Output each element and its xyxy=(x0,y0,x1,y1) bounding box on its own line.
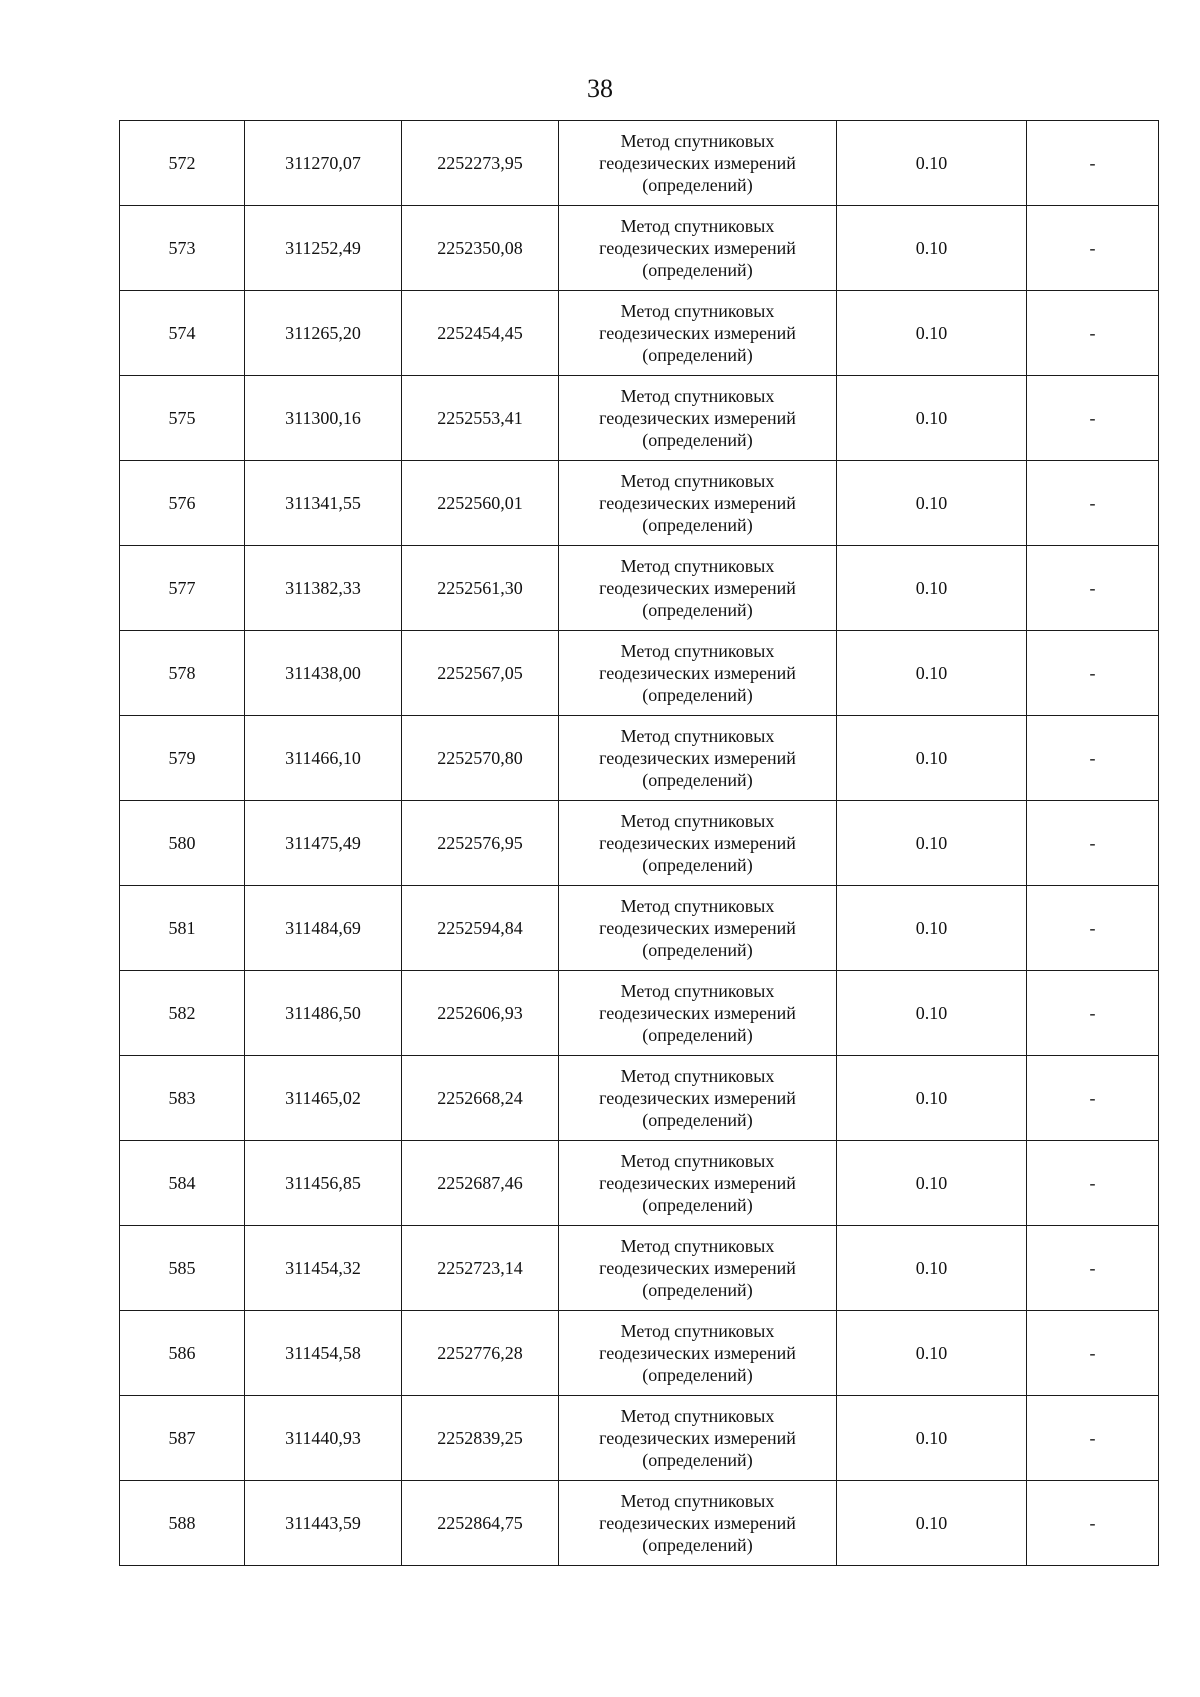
method-line: Метод спутниковых xyxy=(620,1321,775,1341)
accuracy-cell: 0.10 xyxy=(837,1311,1027,1396)
x-coordinate-cell: 311270,07 xyxy=(245,121,402,206)
point-number-cell: 587 xyxy=(120,1396,245,1481)
y-coordinate-cell: 2252594,84 xyxy=(402,886,559,971)
method-line: геодезических измерений xyxy=(599,1343,796,1363)
method-cell xyxy=(559,546,837,631)
table-row xyxy=(120,121,1159,206)
point-number-cell: 585 xyxy=(120,1226,245,1311)
method-cell xyxy=(559,1056,837,1141)
note-cell: - xyxy=(1027,631,1159,716)
method-line: (определений) xyxy=(642,770,753,790)
y-coordinate-cell: 2252776,28 xyxy=(402,1311,559,1396)
point-number-cell: 579 xyxy=(120,716,245,801)
x-coordinate-cell: 311443,59 xyxy=(245,1481,402,1566)
accuracy-cell: 0.10 xyxy=(837,971,1027,1056)
y-coordinate-cell: 2252723,14 xyxy=(402,1226,559,1311)
x-coordinate-cell: 311466,10 xyxy=(245,716,402,801)
y-coordinate-cell: 2252561,30 xyxy=(402,546,559,631)
x-coordinate-cell: 311265,20 xyxy=(245,291,402,376)
method-line: (определений) xyxy=(642,515,753,535)
method-cell xyxy=(559,121,837,206)
point-number-cell: 582 xyxy=(120,971,245,1056)
note-cell: - xyxy=(1027,1396,1159,1481)
method-cell xyxy=(559,1226,837,1311)
method-line: геодезических измерений xyxy=(599,578,796,598)
table-row xyxy=(120,1396,1159,1481)
accuracy-cell: 0.10 xyxy=(837,461,1027,546)
method-line: (определений) xyxy=(642,1025,753,1045)
method-line: Метод спутниковых xyxy=(620,556,775,576)
method-cell xyxy=(559,206,837,291)
method-line: геодезических измерений xyxy=(599,408,796,428)
point-number-cell: 584 xyxy=(120,1141,245,1226)
x-coordinate-cell: 311484,69 xyxy=(245,886,402,971)
note-cell: - xyxy=(1027,206,1159,291)
page-number: 38 xyxy=(587,74,613,103)
point-number-cell: 586 xyxy=(120,1311,245,1396)
y-coordinate-cell: 2252350,08 xyxy=(402,206,559,291)
method-line: (определений) xyxy=(642,855,753,875)
method-line: геодезических измерений xyxy=(599,1173,796,1193)
y-coordinate-cell: 2252576,95 xyxy=(402,801,559,886)
x-coordinate-cell: 311252,49 xyxy=(245,206,402,291)
method-line: (определений) xyxy=(642,600,753,620)
x-coordinate-cell: 311454,32 xyxy=(245,1226,402,1311)
point-number-cell: 588 xyxy=(120,1481,245,1566)
y-coordinate-cell: 2252560,01 xyxy=(402,461,559,546)
method-line: Метод спутниковых xyxy=(620,1236,775,1256)
accuracy-cell: 0.10 xyxy=(837,206,1027,291)
y-coordinate-cell: 2252273,95 xyxy=(402,121,559,206)
accuracy-cell: 0.10 xyxy=(837,546,1027,631)
method-line: геодезических измерений xyxy=(599,1258,796,1278)
method-line: геодезических измерений xyxy=(599,663,796,683)
table-row xyxy=(120,1226,1159,1311)
x-coordinate-cell: 311465,02 xyxy=(245,1056,402,1141)
method-cell xyxy=(559,801,837,886)
method-line: геодезических измерений xyxy=(599,1003,796,1023)
accuracy-cell: 0.10 xyxy=(837,376,1027,461)
table-row xyxy=(120,291,1159,376)
table-row xyxy=(120,886,1159,971)
table-row xyxy=(120,546,1159,631)
table-body xyxy=(120,121,1159,1566)
method-line: геодезических измерений xyxy=(599,1428,796,1448)
table-row xyxy=(120,971,1159,1056)
method-line: (определений) xyxy=(642,430,753,450)
note-cell: - xyxy=(1027,801,1159,886)
note-cell: - xyxy=(1027,546,1159,631)
y-coordinate-cell: 2252864,75 xyxy=(402,1481,559,1566)
method-line: Метод спутниковых xyxy=(620,1151,775,1171)
method-line: (определений) xyxy=(642,940,753,960)
method-line: геодезических измерений xyxy=(599,493,796,513)
x-coordinate-cell: 311454,58 xyxy=(245,1311,402,1396)
method-line: геодезических измерений xyxy=(599,1513,796,1533)
point-number-cell: 574 xyxy=(120,291,245,376)
point-number-cell: 578 xyxy=(120,631,245,716)
table-row xyxy=(120,631,1159,716)
y-coordinate-cell: 2252553,41 xyxy=(402,376,559,461)
table-row xyxy=(120,1141,1159,1226)
accuracy-cell: 0.10 xyxy=(837,886,1027,971)
method-line: Метод спутниковых xyxy=(620,641,775,661)
method-cell xyxy=(559,376,837,461)
method-line: (определений) xyxy=(642,1450,753,1470)
point-number-cell: 577 xyxy=(120,546,245,631)
note-cell: - xyxy=(1027,1226,1159,1311)
method-cell xyxy=(559,461,837,546)
table-row xyxy=(120,1481,1159,1566)
note-cell: - xyxy=(1027,461,1159,546)
x-coordinate-cell: 311440,93 xyxy=(245,1396,402,1481)
method-cell xyxy=(559,291,837,376)
table-row xyxy=(120,1311,1159,1396)
point-number-cell: 572 xyxy=(120,121,245,206)
accuracy-cell: 0.10 xyxy=(837,801,1027,886)
table-row xyxy=(120,801,1159,886)
x-coordinate-cell: 311438,00 xyxy=(245,631,402,716)
method-line: Метод спутниковых xyxy=(620,811,775,831)
method-line: (определений) xyxy=(642,175,753,195)
x-coordinate-cell: 311486,50 xyxy=(245,971,402,1056)
x-coordinate-cell: 311456,85 xyxy=(245,1141,402,1226)
accuracy-cell: 0.10 xyxy=(837,1396,1027,1481)
point-number-cell: 583 xyxy=(120,1056,245,1141)
point-number-cell: 573 xyxy=(120,206,245,291)
method-line: Метод спутниковых xyxy=(620,981,775,1001)
method-cell xyxy=(559,1481,837,1566)
method-line: геодезических измерений xyxy=(599,918,796,938)
y-coordinate-cell: 2252567,05 xyxy=(402,631,559,716)
method-line: Метод спутниковых xyxy=(620,896,775,916)
x-coordinate-cell: 311341,55 xyxy=(245,461,402,546)
x-coordinate-cell: 311475,49 xyxy=(245,801,402,886)
method-line: (определений) xyxy=(642,1280,753,1300)
method-line: Метод спутниковых xyxy=(620,1406,775,1426)
method-cell xyxy=(559,1396,837,1481)
y-coordinate-cell: 2252454,45 xyxy=(402,291,559,376)
method-line: Метод спутниковых xyxy=(620,726,775,746)
point-number-cell: 580 xyxy=(120,801,245,886)
method-line: геодезических измерений xyxy=(599,323,796,343)
note-cell: - xyxy=(1027,1481,1159,1566)
table-row xyxy=(120,461,1159,546)
accuracy-cell: 0.10 xyxy=(837,1056,1027,1141)
method-line: геодезических измерений xyxy=(599,153,796,173)
method-line: (определений) xyxy=(642,1195,753,1215)
method-line: геодезических измерений xyxy=(599,833,796,853)
note-cell: - xyxy=(1027,121,1159,206)
point-number-cell: 576 xyxy=(120,461,245,546)
method-line: геодезических измерений xyxy=(599,238,796,258)
method-line: (определений) xyxy=(642,345,753,365)
table-row xyxy=(120,716,1159,801)
y-coordinate-cell: 2252606,93 xyxy=(402,971,559,1056)
note-cell: - xyxy=(1027,1311,1159,1396)
method-line: геодезических измерений xyxy=(599,748,796,768)
method-line: (определений) xyxy=(642,685,753,705)
method-line: Метод спутниковых xyxy=(620,216,775,236)
accuracy-cell: 0.10 xyxy=(837,716,1027,801)
method-line: Метод спутниковых xyxy=(620,386,775,406)
method-line: Метод спутниковых xyxy=(620,301,775,321)
method-line: Метод спутниковых xyxy=(620,471,775,491)
method-cell xyxy=(559,1141,837,1226)
method-line: (определений) xyxy=(642,260,753,280)
accuracy-cell: 0.10 xyxy=(837,121,1027,206)
accuracy-cell: 0.10 xyxy=(837,1481,1027,1566)
method-cell xyxy=(559,716,837,801)
x-coordinate-cell: 311300,16 xyxy=(245,376,402,461)
note-cell: - xyxy=(1027,1141,1159,1226)
coordinates-table xyxy=(119,120,1159,1566)
note-cell: - xyxy=(1027,886,1159,971)
note-cell: - xyxy=(1027,971,1159,1056)
point-number-cell: 581 xyxy=(120,886,245,971)
method-cell xyxy=(559,631,837,716)
x-coordinate-cell: 311382,33 xyxy=(245,546,402,631)
method-line: Метод спутниковых xyxy=(620,131,775,151)
method-cell xyxy=(559,886,837,971)
point-number-cell: 575 xyxy=(120,376,245,461)
method-cell xyxy=(559,971,837,1056)
accuracy-cell: 0.10 xyxy=(837,1141,1027,1226)
y-coordinate-cell: 2252668,24 xyxy=(402,1056,559,1141)
y-coordinate-cell: 2252839,25 xyxy=(402,1396,559,1481)
accuracy-cell: 0.10 xyxy=(837,631,1027,716)
note-cell: - xyxy=(1027,376,1159,461)
table-row xyxy=(120,1056,1159,1141)
method-line: (определений) xyxy=(642,1365,753,1385)
method-line: геодезических измерений xyxy=(599,1088,796,1108)
note-cell: - xyxy=(1027,291,1159,376)
method-line: (определений) xyxy=(642,1535,753,1555)
table-row xyxy=(120,206,1159,291)
accuracy-cell: 0.10 xyxy=(837,1226,1027,1311)
method-line: Метод спутниковых xyxy=(620,1066,775,1086)
method-cell xyxy=(559,1311,837,1396)
note-cell: - xyxy=(1027,1056,1159,1141)
note-cell: - xyxy=(1027,716,1159,801)
table-row xyxy=(120,376,1159,461)
accuracy-cell: 0.10 xyxy=(837,291,1027,376)
method-line: (определений) xyxy=(642,1110,753,1130)
method-line: Метод спутниковых xyxy=(620,1491,775,1511)
y-coordinate-cell: 2252570,80 xyxy=(402,716,559,801)
y-coordinate-cell: 2252687,46 xyxy=(402,1141,559,1226)
